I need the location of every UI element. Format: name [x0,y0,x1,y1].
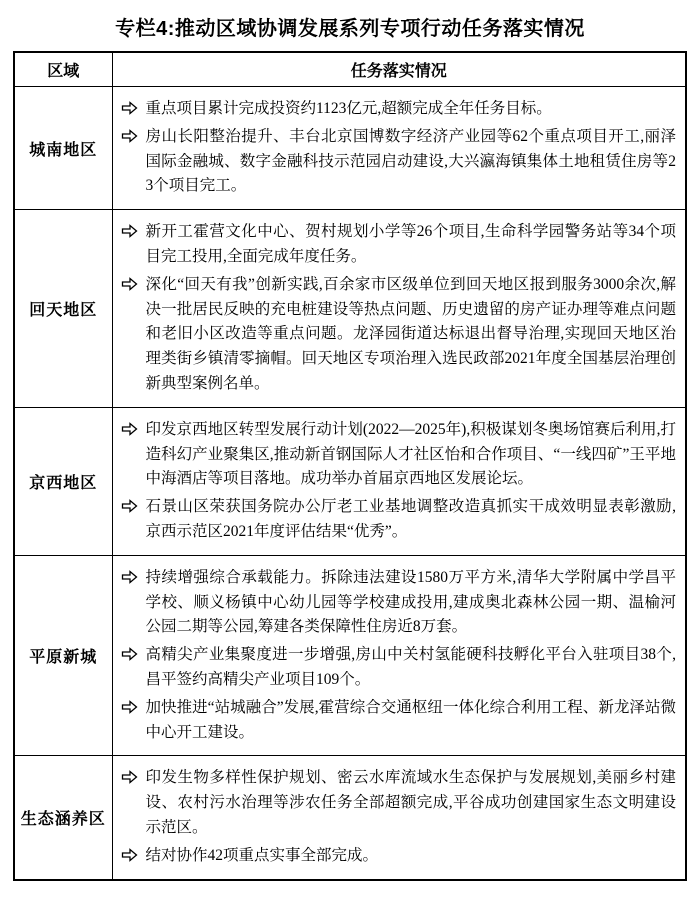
table-row [14,407,686,555]
region-label: 平原新城 [14,555,112,756]
tasks-table [13,51,687,881]
arrow-right-icon [121,97,146,115]
task-text: 深化“回天有我”创新实践,百余家市区级单位到回天地区报到服务3000余次,解决一批居民反映的充电桩建设等热点问题、历史遗留的房产证办理等难点问题和老旧小区改造等重点问题。龙泽园街道达标退出督导治理,实现回天地区治理类街乡镇清零摘帽。回天地区专项治理入选民政部2021年度全国基层治理创新典型案例名单。 [145,275,676,392]
task-text: 印发京西地区转型发展行动计划(2022—2025年),积极谋划冬奥场馆赛后利用,打造科幻产业聚集区,推动新首钢国际人才社区怡和合作项目、“一线四矿”王平地中海酒店等项目落地。成功举办首届京西地区发展论坛。 [145,420,676,488]
region-label: 回天地区 [14,210,112,408]
arrow-right-icon [121,418,146,436]
task-item [121,766,677,840]
task-item [121,844,677,869]
table-header-row [14,52,686,87]
task-item [121,97,677,122]
column-header-tasks: 任务落实情况 [112,52,686,87]
arrow-right-icon [121,643,146,661]
task-item [121,566,677,640]
arrow-right-icon [121,220,146,238]
task-item [121,495,677,545]
task-text: 石景山区荣获国务院办公厅老工业基地调整改造真抓实干成效明显表彰激励,京西示范区2021年度评估结果“优秀”。 [145,498,676,540]
tasks-cell [112,210,686,408]
arrow-right-icon [121,844,146,862]
arrow-right-icon [121,696,146,714]
task-text: 房山长阳整治提升、丰台北京国博数字经济产业园等62个重点项目开工,丽泽国际金融城、数字金融科技示范园启动建设,大兴瀛海镇集体土地租赁住房等23个项目完工。 [145,127,676,195]
arrow-right-icon [121,495,146,513]
task-text: 加快推进“站城融合”发展,霍营综合交通枢纽一体化综合利用工程、新龙泽站微中心开工建设。 [145,698,676,741]
task-item [121,418,677,492]
task-item [121,220,677,270]
tasks-cell [112,87,686,210]
task-text: 结对协作42项重点实事全部完成。 [145,846,379,864]
table-row [14,87,686,210]
table-row [14,555,686,756]
tasks-cell [112,756,686,880]
task-item [121,696,677,746]
arrow-right-icon [121,766,146,784]
page-title: 专栏4:推动区域协调发展系列专项行动任务落实情况 [115,18,585,40]
arrow-right-icon [121,125,146,143]
tasks-cell [112,407,686,555]
region-label: 城南地区 [14,87,112,210]
task-item [121,643,677,693]
task-text: 印发生物多样性保护规划、密云水库流域水生态保护与发展规划,美丽乡村建设、农村污水治理等涉农任务全部超额完成,平谷成功创建国家生态文明建设示范区。 [145,769,676,836]
table-row [14,756,686,880]
task-text: 持续增强综合承载能力。拆除违法建设1580万平方米,清华大学附属中学昌平学校、顺义杨镇中心幼儿园等学校建成投用,建成奥北森林公园一期、温榆河公园二期等公园,筹建各类保障性住房近8万套。 [145,568,676,636]
task-text: 重点项目累计完成投资约1123亿元,超额完成全年任务目标。 [145,100,552,117]
task-item [121,273,677,397]
task-item [121,125,677,199]
task-text: 高精尖产业集聚度进一步增强,房山中关村氢能硬科技孵化平台入驻项目38个,昌平签约高精尖产业项目109个。 [145,646,676,688]
region-label: 生态涵养区 [14,756,112,880]
arrow-right-icon [121,566,146,584]
tasks-cell [112,555,686,756]
region-label: 京西地区 [14,407,112,555]
task-text: 新开工霍营文化中心、贺村规划小学等26个项目,生命科学园警务站等34个项目完工投用,全面完成年度任务。 [145,223,676,265]
column-header-region: 区域 [14,52,112,87]
table-row [14,210,686,408]
arrow-right-icon [121,273,146,291]
